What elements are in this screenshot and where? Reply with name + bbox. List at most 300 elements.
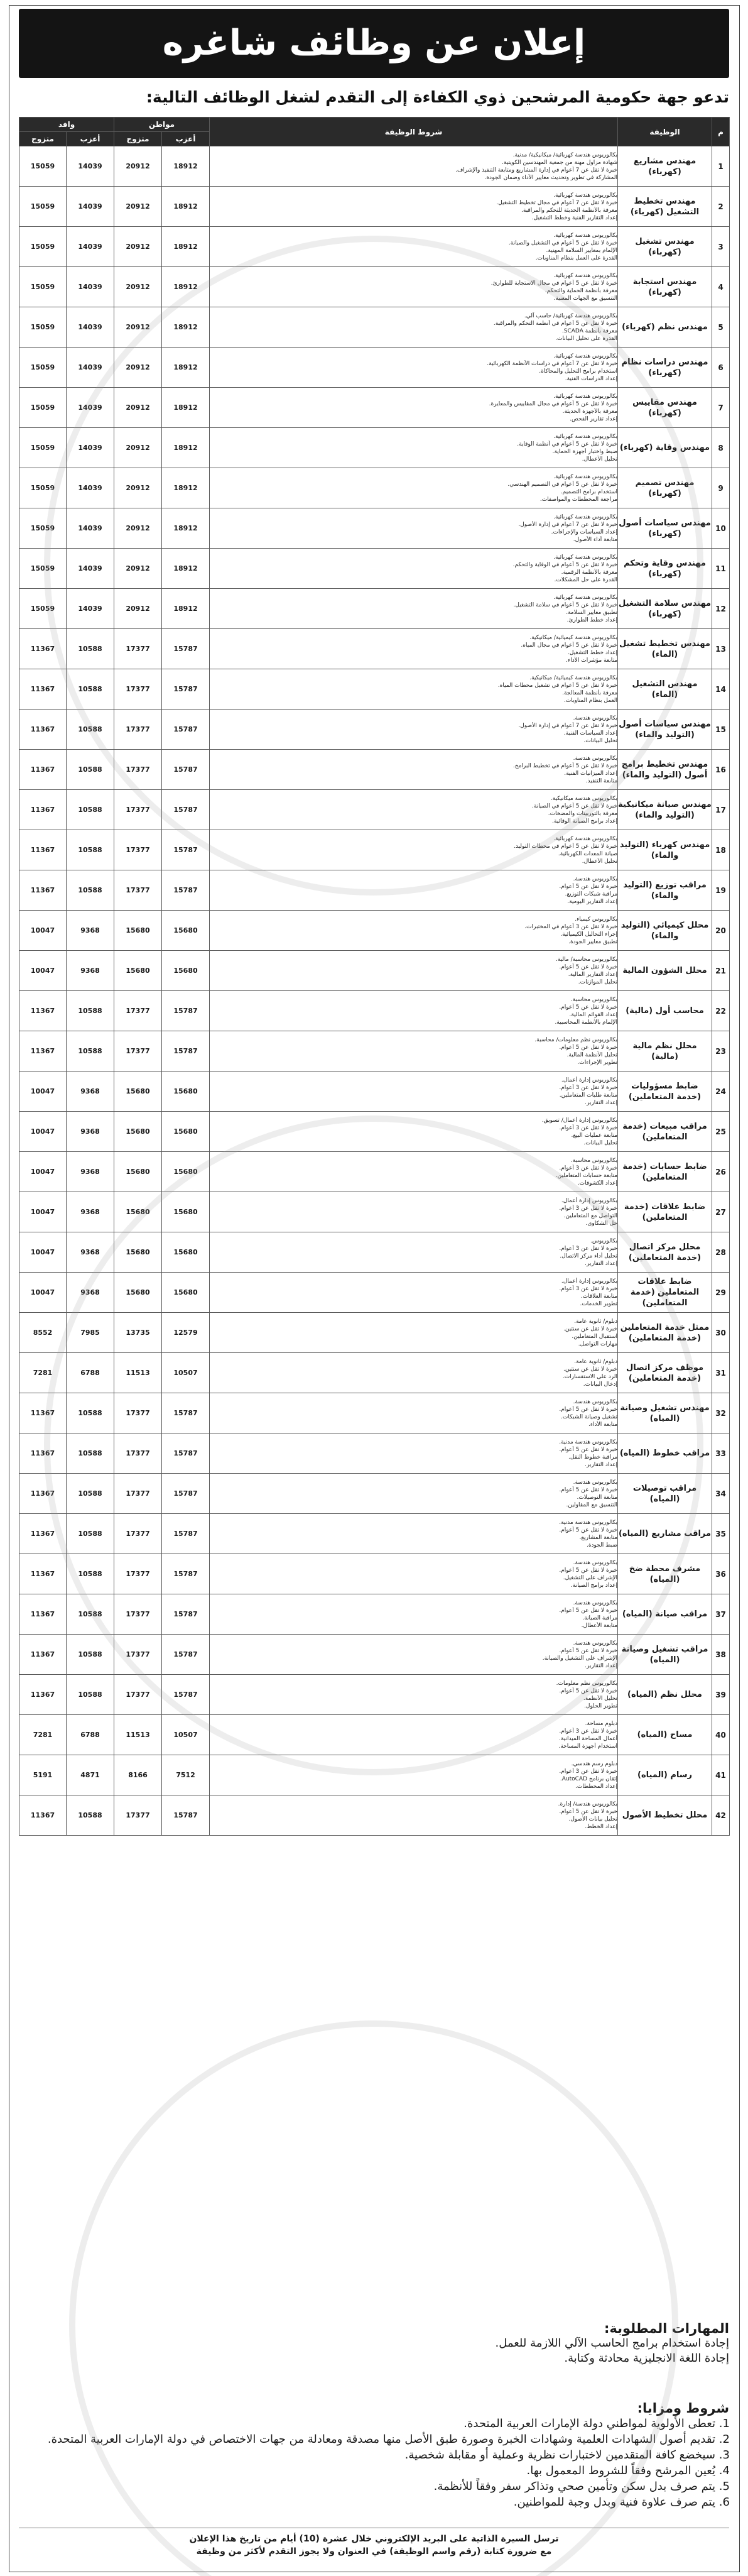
requirement-line: إعداد التقارير المالية. <box>568 971 618 978</box>
table-row <box>19 267 730 307</box>
requirement-line: بكالوريوس نظم معلومات. <box>556 1680 618 1687</box>
table-row <box>19 1715 730 1755</box>
job-requirements <box>210 1594 618 1635</box>
conditions-title: شروط ومزايا: <box>637 2401 729 2416</box>
salary-citizen-single: 15787 <box>162 1474 210 1514</box>
row-number: 20 <box>712 911 730 951</box>
requirement-line: ضبط واختبار أجهزة الحماية. <box>552 448 618 455</box>
salary-citizen-single: 12579 <box>162 1313 210 1353</box>
salary-citizen-single: 15787 <box>162 669 210 710</box>
salary-citizen-married: 20912 <box>114 468 162 508</box>
job-title: مهندس وقاية وتحكم (كهرباء) <box>618 549 712 589</box>
header-citizen-married: متزوج <box>114 132 162 146</box>
salary-expat-married: 15059 <box>19 468 67 508</box>
job-title: مهندس تشغيل (كهرباء) <box>618 227 712 267</box>
salary-expat-married: 11367 <box>19 870 67 911</box>
requirement-line: بكالوريوس هندسة كيميائية/ ميكانيكية. <box>529 674 618 681</box>
job-requirements <box>210 187 618 227</box>
salary-citizen-single: 18912 <box>162 187 210 227</box>
requirement-line: معرفة بالأنظمة الحديثة للتحكم والمراقبة. <box>521 207 618 214</box>
table-row <box>19 307 730 348</box>
requirement-line: إدخال البيانات. <box>583 1381 618 1388</box>
salary-citizen-married: 17377 <box>114 629 162 669</box>
requirement-line: إعداد تقارير الفحص. <box>570 415 618 422</box>
intro-text: تدعو جهة حكومية المرشحين ذوي الكفاءة إلى التقدم لشغل الوظائف التالية: <box>146 88 729 106</box>
salary-expat-single: 10588 <box>67 1031 114 1072</box>
table-row <box>19 589 730 629</box>
table-row <box>19 1031 730 1072</box>
requirement-line: القدرة على تحليل البيانات. <box>555 335 618 342</box>
job-requirements <box>210 1192 618 1232</box>
requirement-line: معرفة بأنظمة SCADA. <box>561 327 618 334</box>
salary-expat-married: 15059 <box>19 187 67 227</box>
table-row <box>19 790 730 830</box>
job-requirements <box>210 1635 618 1675</box>
job-requirements <box>210 629 618 669</box>
job-requirements <box>210 1152 618 1192</box>
salary-citizen-married: 8166 <box>114 1755 162 1795</box>
row-number: 11 <box>712 549 730 589</box>
jobs-table <box>19 117 730 1836</box>
salary-expat-married: 11367 <box>19 1433 67 1474</box>
requirement-line: خبرة لا تقل عن 7 أعوام في إدارة المشاريع ومتابعة التنفيذ والإشراف. <box>455 167 618 173</box>
requirement-line: بكالوريوس هندسة. <box>573 1640 618 1647</box>
salary-expat-single: 4871 <box>67 1755 114 1795</box>
salary-citizen-married: 17377 <box>114 830 162 870</box>
requirement-line: العمل بنظام المناوبات. <box>563 697 618 704</box>
salary-expat-married: 11367 <box>19 750 67 790</box>
skills-item: إجادة اللغة الانجليزية محادثة وكتابة. <box>564 2352 729 2365</box>
requirement-line: بكالوريوس هندسة ميكانيكية. <box>550 795 618 802</box>
requirement-line: إعداد السياسات الفنية. <box>563 730 618 737</box>
table-row <box>19 348 730 388</box>
job-requirements <box>210 1715 618 1755</box>
job-requirements <box>210 870 618 911</box>
requirement-line: بكالوريوس هندسة كهربائية. <box>553 393 618 400</box>
job-requirements <box>210 1273 618 1313</box>
salary-citizen-married: 20912 <box>114 508 162 549</box>
condition-item: 6. يتم صرف علاوة فنية وبدل وجبة للمواطنين. <box>19 2494 715 2510</box>
salary-citizen-single: 15787 <box>162 1393 210 1433</box>
table-row <box>19 1192 730 1232</box>
row-number: 15 <box>712 710 730 750</box>
requirement-line: خبرة لا تقل عن 5 أعوام. <box>559 1526 618 1533</box>
requirement-line: إعداد التقارير. <box>585 1461 618 1468</box>
table-row <box>19 549 730 589</box>
requirement-line: التنسيق مع الجهات المعنية. <box>553 295 618 302</box>
table-row <box>19 1072 730 1112</box>
requirement-line: إعداد التقارير. <box>585 1260 618 1267</box>
salary-expat-married: 10047 <box>19 1152 67 1192</box>
row-number: 39 <box>712 1675 730 1715</box>
salary-expat-married: 10047 <box>19 1072 67 1112</box>
salary-expat-married: 7281 <box>19 1353 67 1393</box>
requirement-line: تحليل أداء مركز الاتصال. <box>560 1252 618 1259</box>
salary-expat-single: 14039 <box>67 227 114 267</box>
requirement-line: بكالوريوس هندسة. <box>573 715 618 721</box>
salary-expat-married: 10047 <box>19 1192 67 1232</box>
job-requirements <box>210 1232 618 1273</box>
requirement-line: بكالوريوس هندسة كهربائية/ ميكانيكية/ مدنية. <box>512 151 618 158</box>
requirement-line: خبرة لا تقل عن 5 أعوام في الوقاية والتحكم. <box>512 561 618 568</box>
header-requirements: شروط الوظيفة <box>210 118 618 146</box>
salary-expat-single: 14039 <box>67 307 114 348</box>
requirement-line: القدرة على حل المشكلات. <box>554 576 618 583</box>
job-requirements <box>210 1072 618 1112</box>
salary-expat-married: 11367 <box>19 1474 67 1514</box>
salary-expat-single: 9368 <box>67 1112 114 1152</box>
job-requirements <box>210 991 618 1031</box>
salary-expat-married: 15059 <box>19 428 67 468</box>
salary-citizen-married: 17377 <box>114 1594 162 1635</box>
salary-expat-married: 10047 <box>19 1232 67 1273</box>
job-title: مراقب مبيعات (خدمة المتعاملين) <box>618 1112 712 1152</box>
table-row <box>19 1514 730 1554</box>
job-title: مهندس صيانة ميكانيكية (التوليد والماء) <box>618 790 712 830</box>
job-title: مهندس دراسات نظام (كهرباء) <box>618 348 712 388</box>
salary-citizen-married: 15680 <box>114 1072 162 1112</box>
requirement-line: خبرة لا تقل عن 5 أعوام. <box>559 1607 618 1614</box>
job-requirements <box>210 348 618 388</box>
requirement-line: الإشراف على التشغيل والصيانة. <box>542 1655 618 1662</box>
row-number: 37 <box>712 1594 730 1635</box>
salary-expat-single: 10588 <box>67 790 114 830</box>
salary-expat-married: 11367 <box>19 1594 67 1635</box>
salary-citizen-single: 15680 <box>162 1273 210 1313</box>
salary-citizen-married: 17377 <box>114 1433 162 1474</box>
salary-citizen-single: 15680 <box>162 1232 210 1273</box>
salary-expat-single: 14039 <box>67 508 114 549</box>
job-title: مهندس سياسات أصول (كهرباء) <box>618 508 712 549</box>
condition-item: 5. يتم صرف بدل سكن وتأمين صحي وتذاكر سفر وفقاً للأنظمة. <box>19 2479 715 2494</box>
requirement-line: خبرة لا تقل عن 5 أعوام. <box>559 963 618 970</box>
job-title: مراقب توصيلات (المياه) <box>618 1474 712 1514</box>
requirement-line: بكالوريوس هندسة كهربائية. <box>553 554 618 561</box>
row-number: 25 <box>712 1112 730 1152</box>
header-job: الوظيفة <box>618 118 712 146</box>
table-row <box>19 428 730 468</box>
salary-citizen-married: 17377 <box>114 1675 162 1715</box>
requirement-line: معرفة بالأجهزة الحديثة. <box>562 408 618 415</box>
row-number: 5 <box>712 307 730 348</box>
requirement-line: دبلوم/ ثانوية عامة. <box>574 1318 618 1325</box>
requirement-line: بكالوريوس هندسة كهربائية. <box>553 513 618 520</box>
salary-citizen-single: 18912 <box>162 388 210 428</box>
salary-citizen-married: 20912 <box>114 267 162 307</box>
row-number: 18 <box>712 830 730 870</box>
salary-expat-married: 11367 <box>19 629 67 669</box>
page-title: إعلان عن وظائف شاغره <box>162 23 586 63</box>
salary-expat-married: 11367 <box>19 710 67 750</box>
requirement-line: خبرة لا تقل عن 5 أعوام في مجال المياه. <box>521 642 618 649</box>
requirement-line: أعمال المساحة الميدانية. <box>559 1735 618 1742</box>
row-number: 24 <box>712 1072 730 1112</box>
table-row <box>19 1554 730 1594</box>
requirement-line: بكالوريوس هندسة. <box>573 875 618 882</box>
table-row <box>19 911 730 951</box>
salary-expat-single: 10588 <box>67 710 114 750</box>
row-number: 8 <box>712 428 730 468</box>
salary-citizen-married: 13735 <box>114 1313 162 1353</box>
job-title: مهندس تخطيط تشغيل (الماء) <box>618 629 712 669</box>
job-requirements <box>210 1313 618 1353</box>
salary-expat-single: 14039 <box>67 187 114 227</box>
requirement-line: خبرة لا تقل عن 7 أعوام في إدارة الأصول. <box>518 722 618 729</box>
row-number: 23 <box>712 1031 730 1072</box>
salary-expat-single: 10588 <box>67 1514 114 1554</box>
requirement-line: تطبيق معايير السلامة. <box>566 609 618 616</box>
job-title: مراقب تشغيل وصيانة (المياه) <box>618 1635 712 1675</box>
salary-citizen-married: 17377 <box>114 1031 162 1072</box>
salary-expat-single: 9368 <box>67 951 114 991</box>
row-number: 26 <box>712 1152 730 1192</box>
salary-expat-single: 10588 <box>67 1474 114 1514</box>
salary-citizen-single: 15787 <box>162 1795 210 1836</box>
salary-expat-married: 11367 <box>19 790 67 830</box>
requirement-line: خبرة لا تقل عن 5 أعوام في محطات التوليد. <box>513 843 618 850</box>
salary-expat-single: 10588 <box>67 830 114 870</box>
job-title: مراقب توزيع (التوليد والماء) <box>618 870 712 911</box>
salary-citizen-single: 15787 <box>162 710 210 750</box>
salary-citizen-single: 18912 <box>162 227 210 267</box>
requirement-line: تطوير الخدمات. <box>580 1300 618 1307</box>
requirement-line: خبرة لا تقل عن 5 أعوام. <box>559 1004 618 1011</box>
header-citizen-single: أعزب <box>162 132 210 146</box>
requirement-line: صيانة المعدات الكهربائية. <box>558 850 618 857</box>
salary-citizen-married: 11513 <box>114 1715 162 1755</box>
job-requirements <box>210 146 618 187</box>
requirement-line: خبرة لا تقل عن 5 أعوام في سلامة التشغيل. <box>513 601 618 608</box>
job-requirements <box>210 307 618 348</box>
salary-expat-single: 6788 <box>67 1353 114 1393</box>
requirement-line: بكالوريوس هندسة. <box>573 755 618 762</box>
salary-citizen-single: 15787 <box>162 991 210 1031</box>
salary-citizen-single: 18912 <box>162 468 210 508</box>
requirement-line: معرفة بالتوربينات والمضخات. <box>548 810 618 817</box>
salary-citizen-single: 15787 <box>162 629 210 669</box>
job-title: مشرف محطة ضخ (المياه) <box>618 1554 712 1594</box>
salary-expat-married: 10047 <box>19 1273 67 1313</box>
requirement-line: معرفة بالأنظمة الرقمية. <box>561 569 618 576</box>
job-title: مهندس مشاريع (كهرباء) <box>618 146 712 187</box>
salary-expat-single: 14039 <box>67 428 114 468</box>
condition-item: 1. تعطى الأولوية لمواطني دولة الإمارات العربية المتحدة. <box>19 2416 715 2431</box>
job-requirements <box>210 1433 618 1474</box>
row-number: 9 <box>712 468 730 508</box>
requirement-line: إعداد التقارير الفنية وخطط التشغيل. <box>531 214 618 221</box>
salary-citizen-married: 17377 <box>114 669 162 710</box>
table-row <box>19 1232 730 1273</box>
salary-citizen-married: 15680 <box>114 1232 162 1273</box>
job-title: مساح (المياه) <box>618 1715 712 1755</box>
header-seq: م <box>712 118 730 146</box>
requirement-line: خبرة لا تقل عن 5 أعوام في التصميم الهندسي. <box>507 481 618 488</box>
salary-expat-single: 14039 <box>67 468 114 508</box>
salary-citizen-married: 17377 <box>114 1635 162 1675</box>
job-requirements <box>210 468 618 508</box>
salary-expat-married: 7281 <box>19 1715 67 1755</box>
requirement-line: إعداد برامج الصيانة. <box>570 1582 618 1589</box>
job-title: مراقب مشاريع (المياه) <box>618 1514 712 1554</box>
requirement-line: بكالوريوس إدارة أعمال. <box>561 1077 618 1083</box>
requirement-line: إعداد التقارير. <box>585 1662 618 1669</box>
salary-expat-single: 10588 <box>67 991 114 1031</box>
table-row <box>19 629 730 669</box>
salary-citizen-single: 10507 <box>162 1353 210 1393</box>
row-number: 7 <box>712 388 730 428</box>
requirement-line: بكالوريوس هندسة كهربائية/ حاسب آلي. <box>524 312 618 319</box>
job-title: رسام (المياه) <box>618 1755 712 1795</box>
salary-citizen-married: 17377 <box>114 750 162 790</box>
salary-expat-married: 11367 <box>19 669 67 710</box>
requirement-line: تطبيق معايير الجودة. <box>568 938 618 945</box>
job-requirements <box>210 1675 618 1715</box>
requirement-line: بكالوريوس محاسبة. <box>570 996 618 1003</box>
job-requirements <box>210 267 618 307</box>
skills-section <box>19 2321 729 2366</box>
requirement-line: مهارات التواصل. <box>578 1340 618 1347</box>
row-number: 3 <box>712 227 730 267</box>
table-row <box>19 750 730 790</box>
salary-expat-single: 6788 <box>67 1715 114 1755</box>
row-number: 35 <box>712 1514 730 1554</box>
job-requirements <box>210 830 618 870</box>
job-requirements <box>210 1755 618 1795</box>
row-number: 38 <box>712 1635 730 1675</box>
requirement-line: بكالوريوس هندسة كهربائية. <box>553 192 618 199</box>
requirement-line: خبرة لا تقل عن 3 أعوام في المختبرات. <box>524 923 618 930</box>
condition-item: 4. يُعين المرشح وفقاً للشروط المعمول بها. <box>19 2463 715 2479</box>
requirement-line: إعداد القوائم المالية. <box>569 1011 618 1018</box>
salary-citizen-single: 15680 <box>162 951 210 991</box>
salary-expat-married: 11367 <box>19 1514 67 1554</box>
requirement-line: تشغيل وصيانة الشبكات. <box>561 1413 618 1420</box>
table-row <box>19 1675 730 1715</box>
salary-citizen-single: 18912 <box>162 267 210 307</box>
row-number: 19 <box>712 870 730 911</box>
requirement-line: بكالوريوس محاسبة/ مالية. <box>556 956 618 963</box>
requirement-line: متابعة المشاريع. <box>579 1534 618 1541</box>
job-title: مهندس تشغيل وصيانة (المياه) <box>618 1393 712 1433</box>
requirement-line: إعداد الميزانيات الفنية. <box>564 770 618 777</box>
job-requirements <box>210 508 618 549</box>
salary-citizen-single: 15680 <box>162 1112 210 1152</box>
salary-citizen-single: 15680 <box>162 1192 210 1232</box>
requirement-line: بكالوريوس هندسة مدنية. <box>559 1519 618 1526</box>
requirement-line: إعداد برامج الصيانة الوقائية. <box>552 818 618 825</box>
salary-expat-married: 11367 <box>19 1635 67 1675</box>
salary-citizen-married: 20912 <box>114 227 162 267</box>
salary-expat-single: 14039 <box>67 388 114 428</box>
job-requirements <box>210 1474 618 1514</box>
salary-citizen-single: 15787 <box>162 1433 210 1474</box>
salary-citizen-married: 15680 <box>114 1152 162 1192</box>
table-row <box>19 1594 730 1635</box>
salary-citizen-married: 17377 <box>114 790 162 830</box>
table-row <box>19 187 730 227</box>
job-title: ضابط علاقات (خدمة المتعاملين) <box>618 1192 712 1232</box>
requirement-line: خبرة لا تقل عن 5 أعوام. <box>559 1687 618 1694</box>
requirement-line: خبرة لا تقل عن 5 أعوام. <box>559 1486 618 1493</box>
requirement-line: خبرة لا تقل عن 5 أعوام في مجال الاستجابة للطوارئ. <box>491 280 618 287</box>
table-row <box>19 388 730 428</box>
salary-expat-married: 10047 <box>19 911 67 951</box>
requirement-line: بكالوريوس إدارة أعمال/ تسويق. <box>541 1117 618 1124</box>
salary-expat-single: 10588 <box>67 1393 114 1433</box>
table-row <box>19 1273 730 1313</box>
table-row <box>19 870 730 911</box>
row-number: 32 <box>712 1393 730 1433</box>
row-number: 14 <box>712 669 730 710</box>
requirement-line: بكالوريوس هندسة كهربائية. <box>553 473 618 480</box>
job-title: موظف مركز اتصال (خدمة المتعاملين) <box>618 1353 712 1393</box>
requirement-line: تحليل البيانات. <box>583 1139 618 1146</box>
salary-expat-married: 10047 <box>19 951 67 991</box>
job-title: محلل الشؤون المالية <box>618 951 712 991</box>
salary-expat-married: 15059 <box>19 348 67 388</box>
requirement-line: إعداد التقارير. <box>585 1099 618 1106</box>
requirement-line: خبرة لا تقل عن 5 أعوام. <box>559 1808 618 1815</box>
salary-expat-single: 14039 <box>67 146 114 187</box>
requirement-line: بكالوريوس. <box>590 1237 618 1244</box>
requirement-line: إعداد الكشوفات. <box>577 1180 618 1187</box>
salary-citizen-single: 15787 <box>162 1554 210 1594</box>
requirement-line: حل الشكاوى. <box>585 1220 618 1227</box>
job-title: محلل نظم مالية (مالية) <box>618 1031 712 1072</box>
salary-expat-married: 11367 <box>19 1675 67 1715</box>
requirement-line: بكالوريوس هندسة/ إدارة. <box>558 1800 618 1807</box>
requirement-line: استقبال المتعاملين. <box>572 1333 618 1340</box>
salary-expat-single: 10588 <box>67 750 114 790</box>
job-title: ضابط علاقات المتعاملين (خدمة المتعاملين) <box>618 1273 712 1313</box>
salary-citizen-single: 18912 <box>162 307 210 348</box>
salary-expat-single: 10588 <box>67 1594 114 1635</box>
salary-expat-married: 11367 <box>19 991 67 1031</box>
requirement-line: خبرة لا تقل عن 5 أعوام. <box>559 1647 618 1654</box>
salary-citizen-single: 18912 <box>162 428 210 468</box>
job-title: مهندس سلامة التشغيل (كهرباء) <box>618 589 712 629</box>
requirement-line: معرفة بأنظمة المعالجة. <box>562 689 618 696</box>
requirement-line: القدرة على العمل بنظام المناوبات. <box>535 255 618 261</box>
salary-expat-married: 15059 <box>19 267 67 307</box>
salary-citizen-single: 10507 <box>162 1715 210 1755</box>
salary-expat-single: 9368 <box>67 1152 114 1192</box>
requirement-line: إعداد التقارير اليومية. <box>567 898 618 905</box>
requirement-line: دبلوم رسم هندسي. <box>571 1760 618 1767</box>
row-number: 40 <box>712 1715 730 1755</box>
requirement-line: متابعة مؤشرات الأداء. <box>566 657 618 664</box>
requirement-line: بكالوريوس هندسة. <box>573 1398 618 1405</box>
requirement-line: بكالوريوس هندسة كهربائية. <box>553 272 618 279</box>
job-requirements <box>210 1353 618 1393</box>
salary-citizen-single: 18912 <box>162 508 210 549</box>
table-row <box>19 1313 730 1353</box>
table-row <box>19 710 730 750</box>
salary-citizen-married: 15680 <box>114 911 162 951</box>
row-number: 29 <box>712 1273 730 1313</box>
requirement-line: إجراء التحاليل الكيميائية. <box>560 931 618 938</box>
requirement-line: إعداد السياسات والإجراءات. <box>551 529 618 535</box>
job-title: مهندس سياسات أصول (التوليد والماء) <box>618 710 712 750</box>
footer-notice <box>19 2533 729 2558</box>
requirement-line: بكالوريوس هندسة. <box>573 1559 618 1566</box>
salary-citizen-single: 15680 <box>162 911 210 951</box>
salary-citizen-single: 18912 <box>162 589 210 629</box>
requirement-line: خبرة لا تقل عن 5 أعوام في تخطيط البرامج. <box>512 762 618 769</box>
salary-expat-married: 15059 <box>19 508 67 549</box>
requirement-line: بكالوريوس هندسة كهربائية. <box>553 433 618 440</box>
row-number: 2 <box>712 187 730 227</box>
